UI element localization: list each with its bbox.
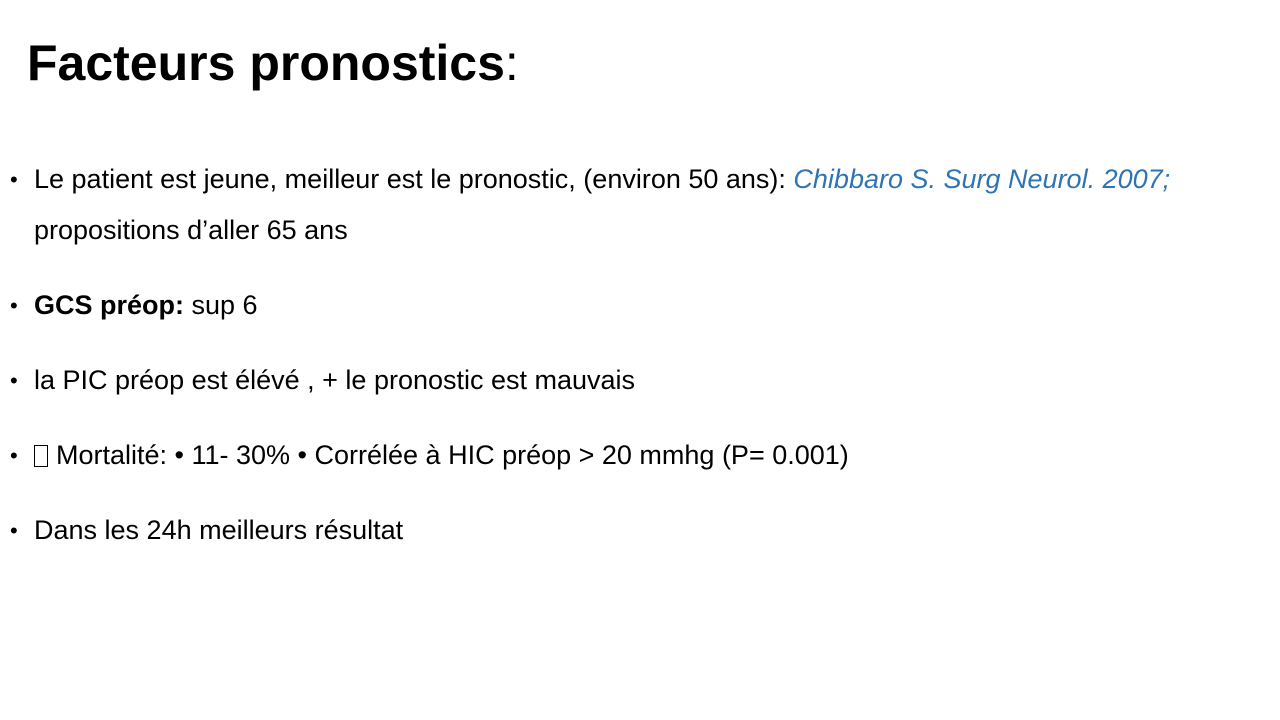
bullet-icon: • (10, 293, 18, 318)
slide-title-colon: : (504, 35, 519, 91)
bullet-icon: • (10, 368, 18, 393)
bullet-pic-text: la PIC préop est élévé , + le pronostic est mauvais (34, 365, 636, 395)
bullet-item-pic (10, 355, 1270, 406)
bullet-icon: • (10, 167, 18, 192)
bullet-list (10, 154, 1270, 578)
bullet-icon: • (10, 518, 18, 543)
bullet-gcs-text: sup 6 (184, 290, 258, 320)
bullet-age-text: Le patient est jeune, meilleur est le pronostic, (environ 50 ans): (34, 164, 794, 194)
bullet-item-gcs (10, 280, 1270, 331)
bullet-24h-text: Dans les 24h meilleurs résultat (34, 515, 404, 545)
citation-chibbaro: Chibbaro S. Surg Neurol. 2007; (793, 164, 1171, 194)
bullet-mortalite-text: Mortalité: • 11- 30% • Corrélée à HIC préop > 20 mmhg (P= 0.001) (56, 440, 849, 470)
bullet-item-24h (10, 505, 1270, 556)
slide-title-text: Facteurs pronostics (27, 35, 505, 91)
slide-title (27, 28, 519, 98)
bullet-gcs-label: GCS préop: (34, 290, 185, 320)
bullet-age-text-after: propositions d’aller 65 ans (34, 215, 348, 245)
bullet-icon: • (10, 443, 18, 468)
bullet-item-mortalite (10, 430, 1270, 481)
bullet-item-age (10, 154, 1270, 256)
missing-glyph-icon (34, 445, 48, 467)
